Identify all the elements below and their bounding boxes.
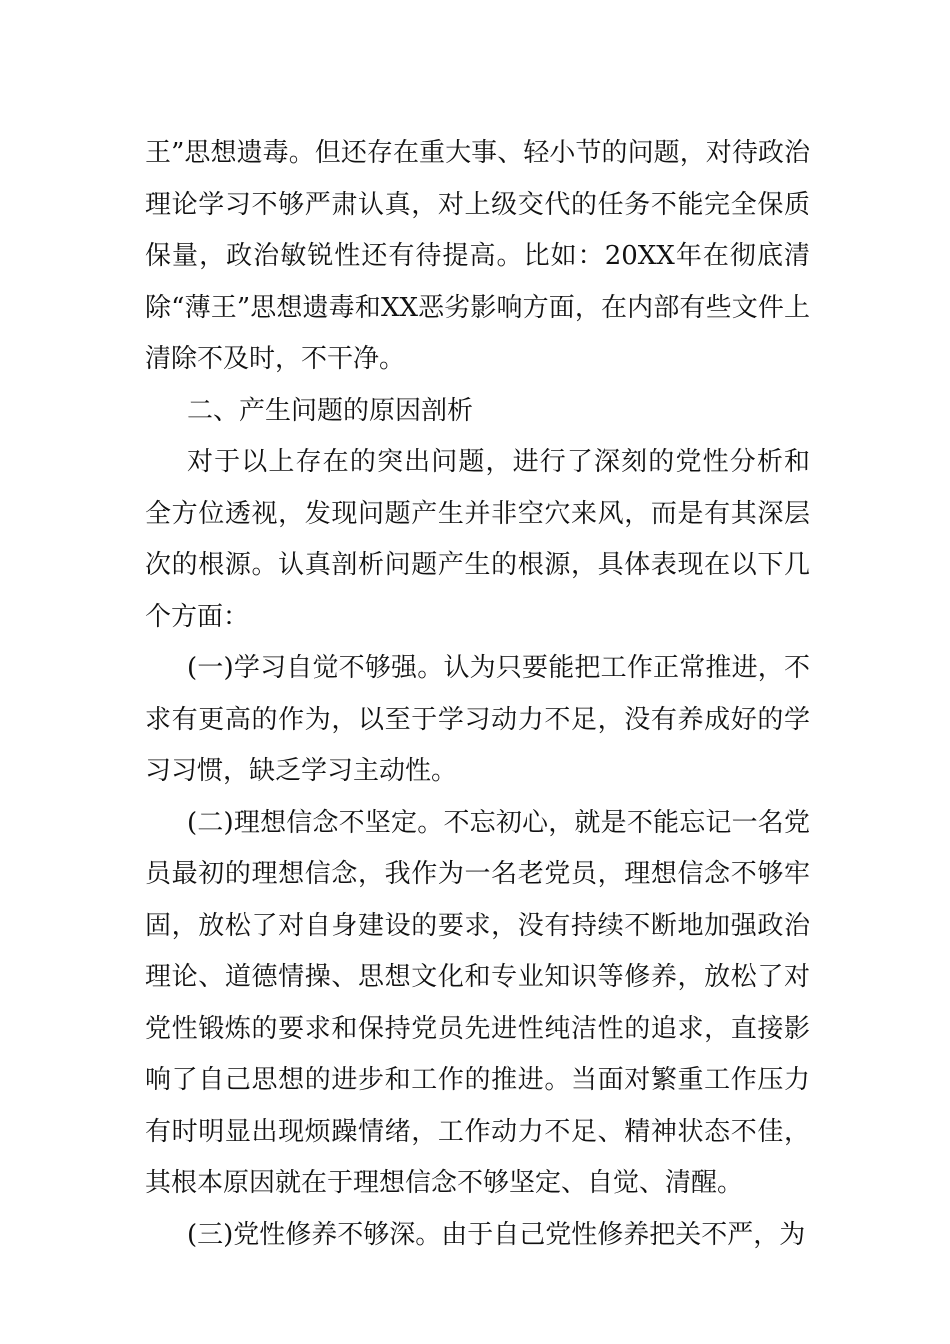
paragraph-continuation: 王”思想遗毒。但还存在重大事、轻小节的问题，对待政治理论学习不够严肃认真，对上级交代的任务不能完全保质保量，政治敏锐性还有待提高。比如：20XX年在彻底清除“薄王”思想遗毒和XX恶劣影响方面，在内部有些文件上清除不及时，不干净。 (145, 138, 810, 374)
paragraph-item-3: (三)党性修养不够深。由于自己党性修养把关不严，为 (187, 1219, 806, 1250)
paragraph-item-2: (二)理想信念不坚定。不忘初心，就是不能忘记一名党员最初的理想信念，我作为一名老党员，理想信念不够牢固，放松了对自身建设的要求，没有持续不断地加强政治理论、道德情操、思想文化和专业知识等修养，放松了对党性锻炼的要求和保持党员先进性纯洁性的追求，直接影响了自己思想的进步和工作的推进。当面对繁重工作压力有时明显出现烦躁情绪，工作动力不足、精神状态不佳，其根本原因就在于理想信念不够坚定、自觉、清醒。 (145, 807, 810, 1198)
paragraph-intro: 对于以上存在的突出问题，进行了深刻的党性分析和全方位透视，发现问题产生并非空穴来风，而是有其深层次的根源。认真剖析问题产生的根源，具体表现在以下几个方面： (145, 447, 810, 632)
section-heading: 二、产生问题的原因剖析 (187, 395, 474, 426)
paragraph-item-1: (一)学习自觉不够强。认为只要能把工作正常推进，不求有更高的作为，以至于学习动力不足，没有养成好的学习习惯，缺乏学习主动性。 (145, 653, 810, 786)
document-body (145, 128, 810, 1261)
